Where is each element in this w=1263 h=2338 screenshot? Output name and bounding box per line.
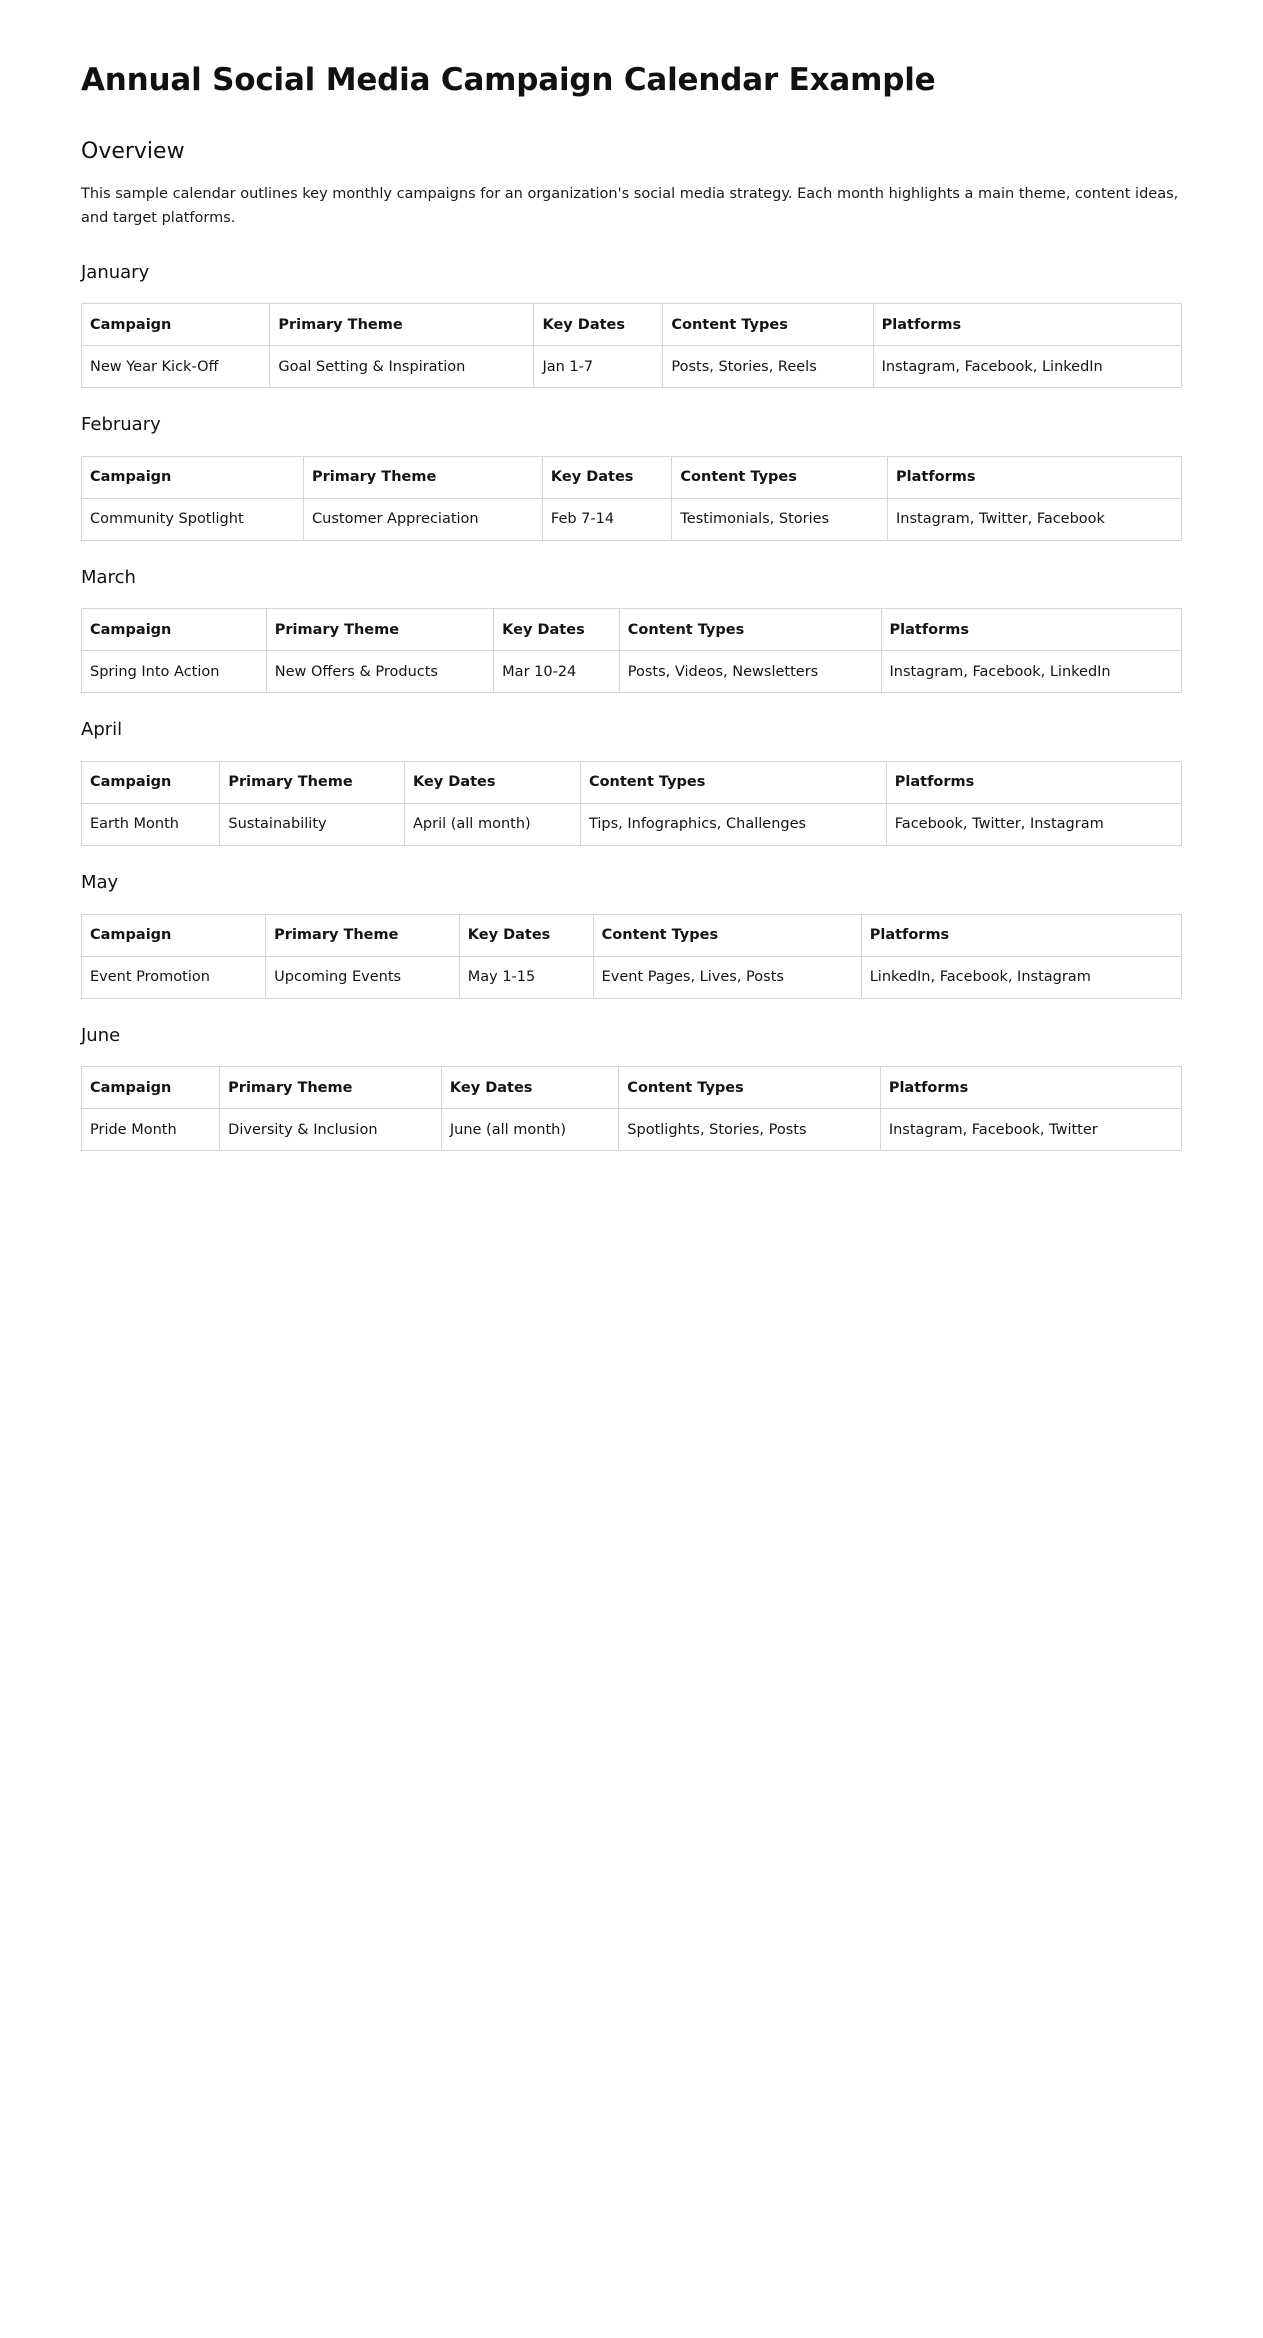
cell-theme: Goal Setting & Inspiration: [270, 346, 534, 388]
header-dates: Key Dates: [459, 914, 593, 956]
overview-text: This sample calendar outlines key monthly campaigns for an organization's social media strategy. Each month highlights a main theme, content ideas, and target platforms.: [81, 185, 1179, 226]
cell-theme: Sustainability: [220, 803, 405, 845]
header-campaign: Campaign: [82, 1067, 220, 1109]
cell-dates: May 1-15: [459, 956, 593, 998]
table-row: [82, 651, 1182, 693]
cell-campaign: Spring Into Action: [82, 651, 267, 693]
month-heading: February: [81, 414, 161, 436]
month-section-february: [81, 414, 1182, 541]
header-platforms: Platforms: [881, 609, 1181, 651]
cell-content: Tips, Infographics, Challenges: [580, 803, 886, 845]
month-section-may: [81, 872, 1182, 999]
header-campaign: Campaign: [82, 914, 266, 956]
month-heading: April: [81, 719, 123, 741]
table-header-row: [82, 456, 1182, 498]
cell-dates: June (all month): [441, 1109, 618, 1151]
campaign-table: [81, 914, 1182, 999]
month-section-march: [81, 567, 1182, 694]
header-dates: Key Dates: [404, 761, 580, 803]
table-row: [82, 346, 1182, 388]
page-title: Annual Social Media Campaign Calendar Example: [81, 62, 936, 98]
table-header-row: [82, 914, 1182, 956]
header-platforms: Platforms: [861, 914, 1181, 956]
table-row: [82, 803, 1182, 845]
header-theme: Primary Theme: [266, 914, 460, 956]
table-header-row: [82, 304, 1182, 346]
header-theme: Primary Theme: [220, 1067, 442, 1109]
table-row: [82, 498, 1182, 540]
cell-content: Spotlights, Stories, Posts: [619, 1109, 881, 1151]
overview-section: [81, 139, 1182, 229]
campaign-table: [81, 608, 1182, 693]
cell-content: Testimonials, Stories: [672, 498, 888, 540]
header-content: Content Types: [580, 761, 886, 803]
cell-theme: Customer Appreciation: [304, 498, 543, 540]
cell-platforms: Instagram, Twitter, Facebook: [888, 498, 1182, 540]
campaign-table: [81, 1066, 1182, 1151]
table-row: [82, 956, 1182, 998]
header-content: Content Types: [663, 304, 873, 346]
header-campaign: Campaign: [82, 456, 304, 498]
cell-platforms: Instagram, Facebook, LinkedIn: [873, 346, 1181, 388]
month-section-june: [81, 1025, 1182, 1152]
header-dates: Key Dates: [534, 304, 663, 346]
header-platforms: Platforms: [886, 761, 1181, 803]
cell-theme: Diversity & Inclusion: [220, 1109, 442, 1151]
table-header-row: [82, 1067, 1182, 1109]
month-heading: January: [81, 261, 150, 283]
month-heading: June: [81, 1024, 121, 1046]
cell-dates: April (all month): [404, 803, 580, 845]
cell-platforms: LinkedIn, Facebook, Instagram: [861, 956, 1181, 998]
month-heading: May: [81, 871, 119, 893]
header-content: Content Types: [593, 914, 861, 956]
cell-campaign: Event Promotion: [82, 956, 266, 998]
header-platforms: Platforms: [880, 1067, 1181, 1109]
cell-campaign: Earth Month: [82, 803, 220, 845]
cell-platforms: Facebook, Twitter, Instagram: [886, 803, 1181, 845]
campaign-table: [81, 456, 1182, 541]
header-campaign: Campaign: [82, 761, 220, 803]
cell-campaign: Pride Month: [82, 1109, 220, 1151]
header-theme: Primary Theme: [270, 304, 534, 346]
header-content: Content Types: [619, 1067, 881, 1109]
header-theme: Primary Theme: [266, 609, 493, 651]
header-campaign: Campaign: [82, 304, 270, 346]
cell-content: Posts, Videos, Newsletters: [619, 651, 881, 693]
month-section-january: [81, 262, 1182, 389]
header-platforms: Platforms: [888, 456, 1182, 498]
table-row: [82, 1109, 1182, 1151]
header-content: Content Types: [619, 609, 881, 651]
cell-campaign: Community Spotlight: [82, 498, 304, 540]
table-header-row: [82, 609, 1182, 651]
cell-theme: Upcoming Events: [266, 956, 460, 998]
header-dates: Key Dates: [494, 609, 620, 651]
cell-content: Posts, Stories, Reels: [663, 346, 873, 388]
month-heading: March: [81, 566, 136, 588]
cell-dates: Feb 7-14: [542, 498, 672, 540]
cell-content: Event Pages, Lives, Posts: [593, 956, 861, 998]
campaign-table: [81, 761, 1182, 846]
table-header-row: [82, 761, 1182, 803]
campaign-table: [81, 303, 1182, 388]
cell-theme: New Offers & Products: [266, 651, 493, 693]
header-dates: Key Dates: [542, 456, 672, 498]
header-theme: Primary Theme: [304, 456, 543, 498]
cell-platforms: Instagram, Facebook, LinkedIn: [881, 651, 1181, 693]
overview-heading: Overview: [81, 139, 185, 165]
cell-dates: Jan 1-7: [534, 346, 663, 388]
cell-dates: Mar 10-24: [494, 651, 620, 693]
month-section-april: [81, 719, 1182, 846]
header-theme: Primary Theme: [220, 761, 405, 803]
header-campaign: Campaign: [82, 609, 267, 651]
cell-campaign: New Year Kick-Off: [82, 346, 270, 388]
cell-platforms: Instagram, Facebook, Twitter: [880, 1109, 1181, 1151]
header-platforms: Platforms: [873, 304, 1181, 346]
header-dates: Key Dates: [441, 1067, 618, 1109]
header-content: Content Types: [672, 456, 888, 498]
